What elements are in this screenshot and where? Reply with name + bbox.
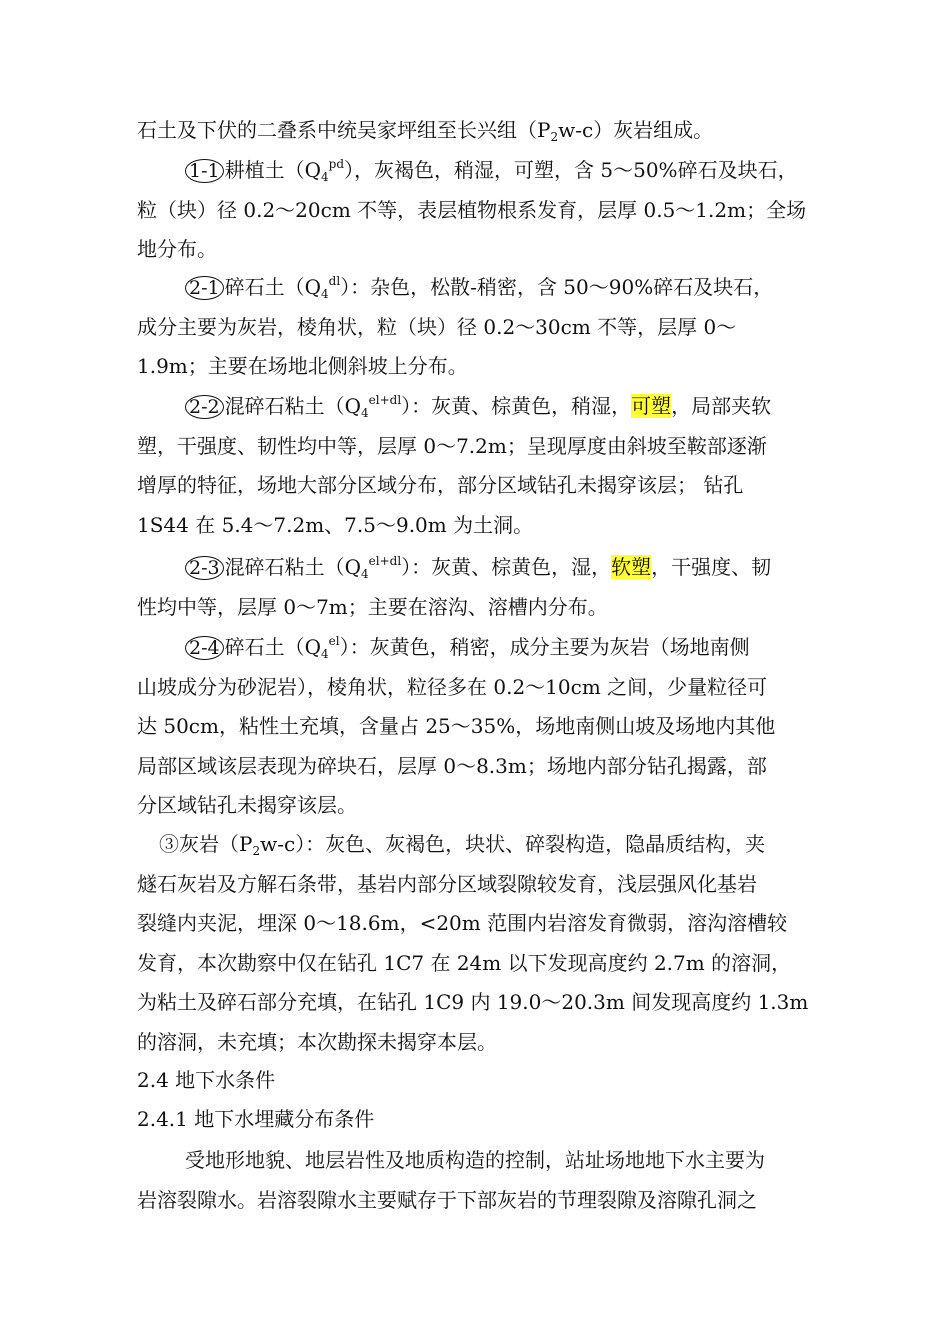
text-run: w-c）灰岩组成。 xyxy=(558,118,714,142)
highlighted-text: 软塑 xyxy=(611,555,652,579)
text-line xyxy=(137,268,837,308)
text-run: ）：杂色，松散-稍密，含 50～90%碎石及块石， xyxy=(340,275,774,299)
text-run: ，局部夹软 xyxy=(671,394,772,418)
text-run: ），灰褐色，稍湿，可塑，含 5～50%碎石及块石， xyxy=(344,158,798,182)
text-line xyxy=(137,825,837,865)
paragraph-layer-3 xyxy=(137,825,837,1062)
text-line xyxy=(137,387,837,427)
text-line: 粒（块）径 0.2～20cm 不等，表层植物根系发育，层厚 0.5～1.2m；全场 xyxy=(137,197,807,222)
subscript: 4 xyxy=(361,567,369,581)
text-run: 石土及下伏的二叠系中统吴家坪组至长兴组（P xyxy=(137,118,551,142)
paragraph-layer-2-3 xyxy=(137,548,837,627)
superscript: el+dl xyxy=(368,554,402,568)
text-line: 增厚的特征，场地大部分区域分布，部分区域钻孔未揭穿该层； 钻孔 xyxy=(137,473,744,497)
text-line: 燧石灰岩及方解石条带，基岩内部分区域裂隙较发育，浅层强风化基岩 xyxy=(137,871,757,896)
text-run: ）：灰黄、棕黄色，湿， xyxy=(401,555,612,579)
text-line: 的溶洞，未充填；本次勘探未揭穿本层。 xyxy=(137,1029,497,1054)
paragraph-layer-2-1 xyxy=(137,268,837,387)
text-line: 塑，干强度、韧性均中等，层厚 0～7.2m；呈现厚度由斜坡至鞍部逐渐 xyxy=(137,433,767,458)
text-line: 山坡成分为砂泥岩），棱角状，粒径多在 0.2～10cm 之间，少量粒径可 xyxy=(137,674,768,699)
text-line xyxy=(137,151,837,191)
text-line xyxy=(137,548,837,588)
text-run: 碎石土（Q xyxy=(224,635,322,659)
subscript: 4 xyxy=(361,406,369,420)
text-line: 地分布。 xyxy=(137,237,217,261)
paragraph-groundwater xyxy=(137,1141,837,1220)
paragraph-layer-1-1 xyxy=(137,151,837,270)
circled-layer-number: 2-1 xyxy=(185,276,224,300)
text-line: 达 50cm，粘性土充填，含量占 25～35%，场地南侧山坡及场地内其他 xyxy=(137,714,776,738)
superscript: el+dl xyxy=(368,393,402,407)
text-run: 耕植土（Q xyxy=(224,158,322,182)
text-run: w-c）：灰色、灰褐色，块状、碎裂构造，隐晶质结构，夹 xyxy=(260,832,766,856)
circled-layer-number: 1-1 xyxy=(185,159,224,183)
text-run: 灰岩（P xyxy=(179,832,253,856)
superscript: el xyxy=(328,634,340,648)
subscript: 4 xyxy=(321,170,329,184)
subscript: 4 xyxy=(321,287,329,301)
text-run: 混碎石粘土（Q xyxy=(224,394,362,418)
text-line: 1.9m；主要在场地北侧斜坡上分布。 xyxy=(137,354,468,378)
text-line: 岩溶裂隙水。岩溶裂隙水主要赋存于下部灰岩的节理裂隙及溶隙孔洞之 xyxy=(137,1187,757,1212)
highlighted-text: 可塑 xyxy=(631,394,672,418)
text-run: 混碎石粘土（Q xyxy=(224,555,362,579)
text-line: 性均中等，层厚 0～7m；主要在溶沟、溶槽内分布。 xyxy=(137,594,608,619)
superscript: pd xyxy=(328,157,345,171)
paragraph-layer-2-2 xyxy=(137,387,837,545)
subscript: 4 xyxy=(321,647,329,661)
text-line: 1S44 在 5.4～7.2m、7.5～9.0m 为土洞。 xyxy=(137,512,534,537)
text-run: ）：灰黄色，稍密，成分主要为灰岩（场地南侧 xyxy=(339,635,750,659)
text-run: ，干强度、韧 xyxy=(651,555,772,579)
text-line: 受地形地貌、地层岩性及地质构造的控制，站址场地地下水主要为 xyxy=(185,1148,765,1172)
text-run: 碎石土（Q xyxy=(224,275,322,299)
circled-layer-number: 2-2 xyxy=(185,395,224,419)
circled-layer-number: 2-3 xyxy=(185,556,224,580)
subscript: 2 xyxy=(550,130,559,144)
text-line xyxy=(137,111,837,151)
text-line: 成分主要为灰岩，棱角状，粒（块）径 0.2～30cm 不等，层厚 0～ xyxy=(137,314,737,339)
paragraph-layer-2-4 xyxy=(137,628,837,826)
text-run: ）：灰黄、棕黄色，稍湿， xyxy=(401,394,632,418)
paragraph-intro-continuation xyxy=(137,111,837,151)
circled-layer-number: 2-4 xyxy=(185,636,224,660)
circled-layer-number: ③ xyxy=(159,832,179,856)
text-line: 裂缝内夹泥，埋深 0～18.6m，<20m 范围内岩溶发育微弱，溶沟溶槽较 xyxy=(137,911,788,935)
section-heading: 2.4 地下水条件 xyxy=(137,1068,276,1092)
subscript: 2 xyxy=(252,844,261,858)
text-line: 为粘土及碎石部分充填，在钻孔 1C9 内 19.0～20.3m 间发现高度约 1.3m xyxy=(137,990,809,1014)
text-line: 发育，本次勘察中仅在钻孔 1C7 在 24m 以下发现高度约 2.7m 的溶洞， xyxy=(137,950,792,975)
text-line: 局部区域该层表现为碎块石，层厚 0～8.3m；场地内部分钻孔揭露，部 xyxy=(137,753,767,778)
subsection-heading: 2.4.1 地下水埋藏分布条件 xyxy=(137,1107,375,1131)
superscript: dl xyxy=(328,274,341,288)
text-line: 分区域钻孔未揭穿该层。 xyxy=(137,793,357,817)
text-line xyxy=(137,628,837,668)
